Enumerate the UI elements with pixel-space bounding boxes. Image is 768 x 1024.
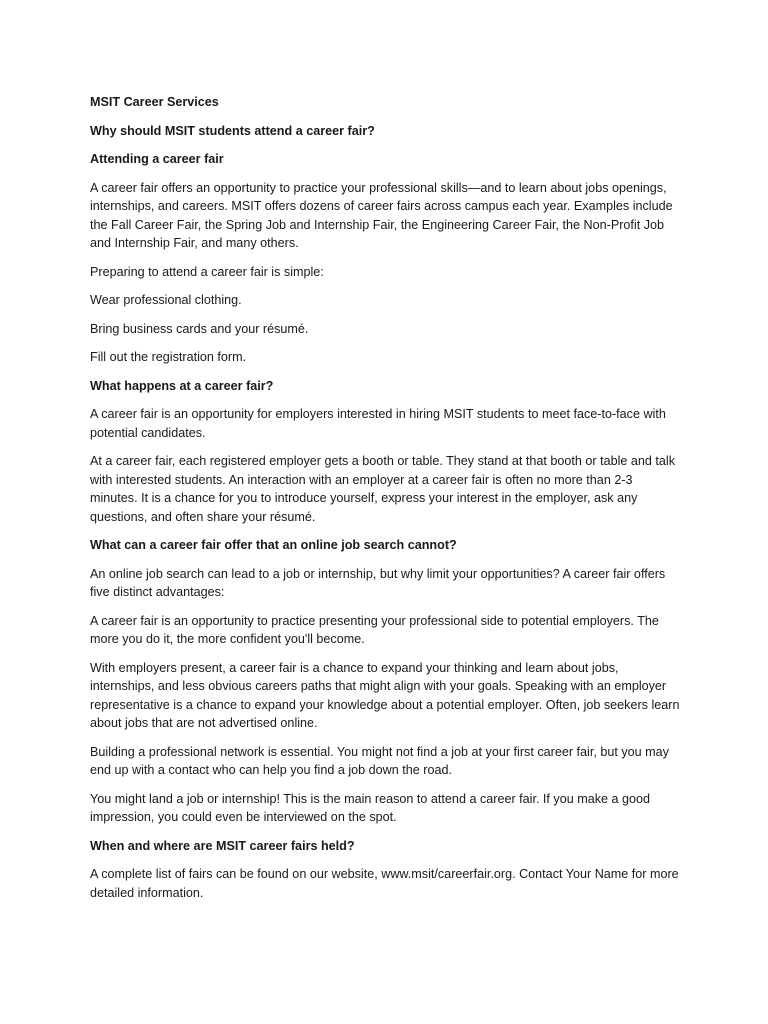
step-paragraph: Bring business cards and your résumé. xyxy=(90,321,309,336)
preparing-paragraph: Preparing to attend a career fair is simple: xyxy=(90,264,324,279)
section-heading-attending: Attending a career fair xyxy=(90,152,224,166)
org-title: MSIT Career Services xyxy=(90,95,219,109)
body-paragraph: Building a professional network is essential. You might not find a job at your first career fair, but you may end up with a contact who can help you find a job down the road. xyxy=(90,744,669,777)
body-paragraph: A complete list of fairs can be found on our website, www.msit/careerfair.org. Contact Your Name for more detailed information. xyxy=(90,867,679,900)
body-paragraph: A career fair is an opportunity to practice presenting your professional side to potential employers. The more you do it, the more confident you'll become. xyxy=(90,613,659,646)
section-heading-what-happens: What happens at a career fair? xyxy=(90,378,274,393)
body-paragraph: At a career fair, each registered employer gets a booth or table. They stand at that booth or table and talk with interested students. An interaction with an employer at a career fair is often no more than 2-3 minutes. It is a chance for you to introduce yourself, express your interest in the employer, ask any questions, and often share your résumé. xyxy=(90,454,676,524)
body-paragraph: An online job search can lead to a job or internship, but why limit your opportunities? A career fair offers five distinct advantages: xyxy=(90,566,666,599)
body-paragraph: You might land a job or internship! This is the main reason to attend a career fair. If you make a good impression, you could even be interviewed on the spot. xyxy=(90,791,651,824)
section-heading-when-where: When and where are MSIT career fairs held? xyxy=(90,838,355,853)
attending-intro-paragraph: A career fair offers an opportunity to practice your professional skills—and to learn about jobs openings, internships, and careers. MSIT offers dozens of career fairs across campus each year. Examples include the Fall Career Fair, the Spring Job and Internship Fair, the Engineering Career Fair, the Non-Profit Job and Internship Fair, and many others. xyxy=(90,180,673,250)
section-heading-advantages: What can a career fair offer that an online job search cannot? xyxy=(90,538,457,552)
body-paragraph: With employers present, a career fair is a chance to expand your thinking and learn about jobs, internships, and less obvious careers paths that might align with your goals. Speaking with an employer representative is a chance to expand your knowledge about a potential employer. Often, job seekers learn about jobs that are not advertised online. xyxy=(90,660,680,730)
main-question-heading: Why should MSIT students attend a career fair? xyxy=(90,123,375,138)
document-page xyxy=(90,93,680,912)
step-paragraph: Wear professional clothing. xyxy=(90,293,242,307)
body-paragraph: A career fair is an opportunity for employers interested in hiring MSIT students to meet face-to-face with potential candidates. xyxy=(90,407,666,440)
step-paragraph: Fill out the registration form. xyxy=(90,350,247,364)
